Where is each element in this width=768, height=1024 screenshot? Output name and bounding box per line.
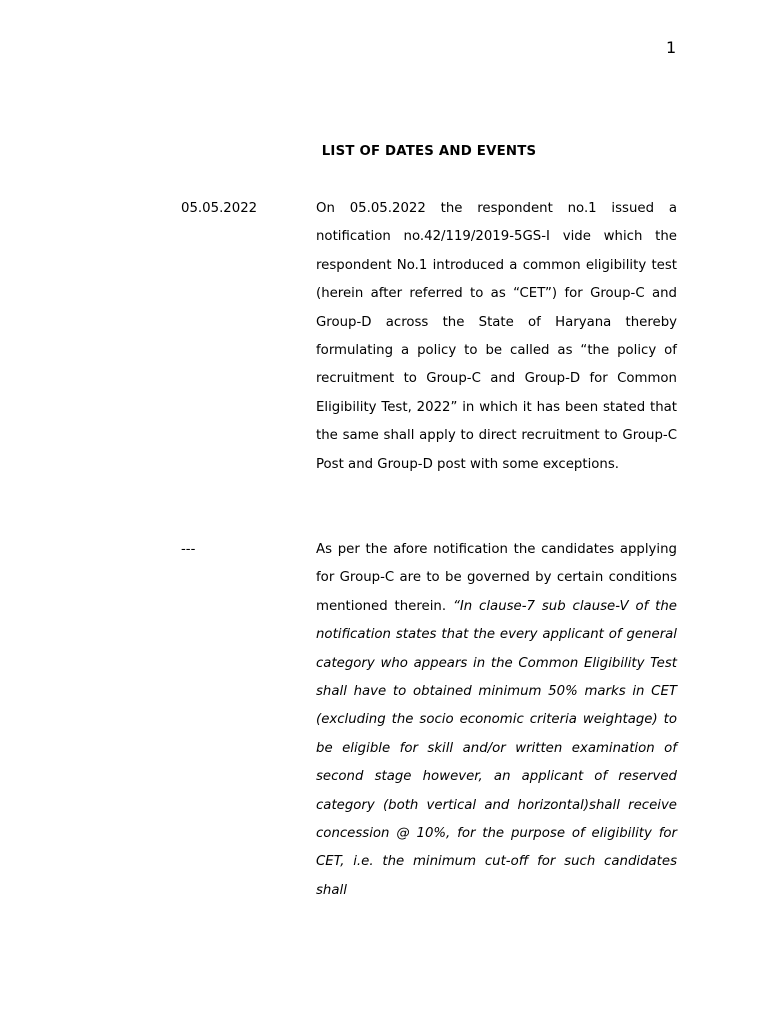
event-description: On 05.05.2022 the respondent no.1 issued a notification no.42/119/2019-5GS-I vide which the respondent No.1 introduced a common eligibility test (herein after referred to as “CET”) for Group-C and Group-D across the State of Haryana thereby formulating a policy to be called as “the policy of recruitment to Group-C and Group-D for Common Eligibility Test, 2022” in which it has been stated that the same shall apply to direct recruitment to Group-C Post and Group-D post with some exceptions. [316, 201, 677, 472]
event-description-plain: As per the afore notification the candidates applying for Group-C are to be governed by certain conditions mentioned therein. [316, 542, 677, 614]
event-date: --- [181, 542, 196, 557]
event-description-quote: “In clause-7 sub clause-V of the notification states that the every applicant of general category who appears in the Common Eligibility Test shall have to obtained minimum 50% marks in CET (excluding the socio economic criteria weightage) to be eligible for skill and/or written examination of second stage however, an applicant of reserved category (both vertical and horizontal)shall receive concession @ 10%, for the purpose of eligibility for CET, i.e. the minimum cut-off for such candidates shall [316, 598, 677, 898]
event-description [316, 536, 677, 905]
page-title: LIST OF DATES AND EVENTS [321, 144, 537, 159]
event-date: 05.05.2022 [181, 201, 258, 216]
page-number: 1 [666, 38, 677, 57]
